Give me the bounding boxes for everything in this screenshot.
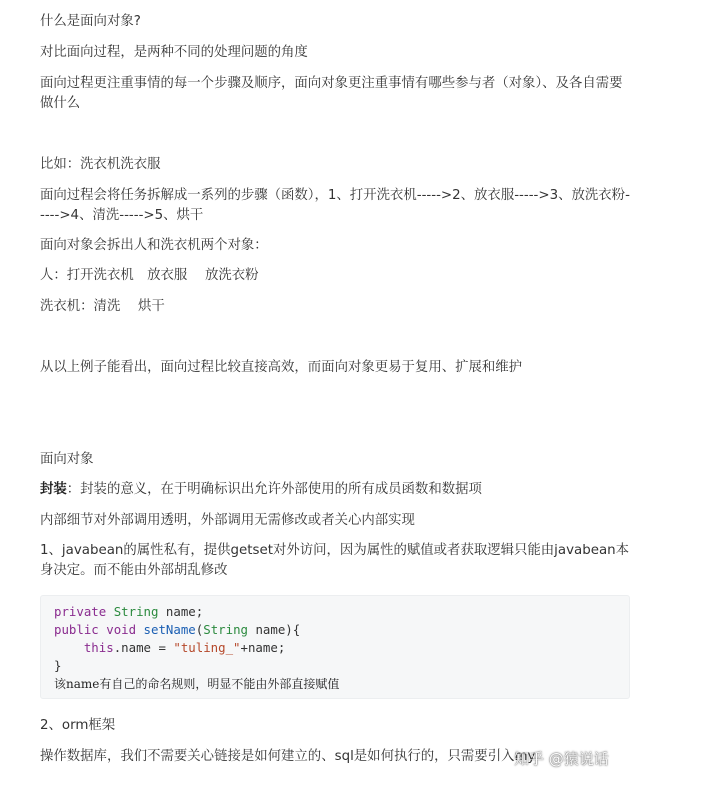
paragraph-javabean: 1、javabean的属性私有，提供getset对外访问，因为属性的赋值或者获取逻辑只能由javabean本身决定。而不能由外部胡乱修改 [40,543,630,578]
code-text: .name = [113,640,174,655]
code-keyword: void [106,622,137,637]
code-text: +name; [240,640,286,655]
paragraph-orm-title: 2、orm框架 [40,718,116,733]
encapsulation-definition: ：封装的意义，在于明确标识出允许外部使用的所有成员函数和数据项 [66,482,482,497]
encapsulation-term: 封装 [40,482,67,497]
paragraph-person-actions: 人：打开洗衣机 放衣服 放洗衣粉 [40,268,259,283]
question-heading: 什么是面向对象? [40,14,141,29]
code-line-2 [54,621,629,639]
section-heading-oop: 面向对象 [40,452,94,467]
code-line-1 [54,603,629,621]
watermark-text: 知乎 @猿说话 [514,750,609,768]
code-block [40,595,630,699]
paragraph-orm-detail: 操作数据库，我们不需要关心链接是如何建立的、sql是如何执行的，只需要引入my [40,749,536,764]
code-type: String [203,622,248,637]
code-keyword: private [54,604,107,619]
paragraph-example-title: 比如：洗衣机洗衣服 [40,157,161,172]
code-comment-note: 该name有自己的命名规则，明显不能由外部直接赋值 [54,677,340,691]
paragraph-transparency: 内部细节对外部调用透明，外部调用无需修改或者关心内部实现 [40,513,415,528]
code-indent [54,640,84,655]
paragraph-conclusion: 从以上例子能看出，面向过程比较直接高效，而面向对象更易于复用、扩展和维护 [40,360,523,375]
code-line-3 [54,639,629,657]
paragraph-focus: 面向过程更注重事情的每一个步骤及顺序，面向对象更注重事情有哪些参与者（对象）、及各自需要做什么 [40,76,623,111]
code-function: setName [143,622,196,637]
paragraph-encapsulation [40,480,632,500]
code-type: String [113,604,159,619]
code-keyword: public [54,622,99,637]
code-text: name; [158,604,204,619]
code-keyword: this [83,640,114,655]
paragraph-machine-actions: 洗衣机：清洗 烘干 [40,299,165,314]
code-line-4: } [54,658,62,673]
code-string: "tuling_" [173,640,241,655]
code-text: ( [195,622,204,637]
paragraph-compare: 对比面向过程，是两种不同的处理问题的角度 [40,45,308,60]
paragraph-object-split: 面向对象会拆出人和洗衣机两个对象： [40,238,268,253]
code-text: name){ [248,622,301,637]
paragraph-process-steps: 面向过程会将任务拆解成一系列的步骤（函数），1、打开洗衣机----->2、放衣服----->3、放洗衣粉----->4、清洗----->5、烘干 [40,188,630,223]
